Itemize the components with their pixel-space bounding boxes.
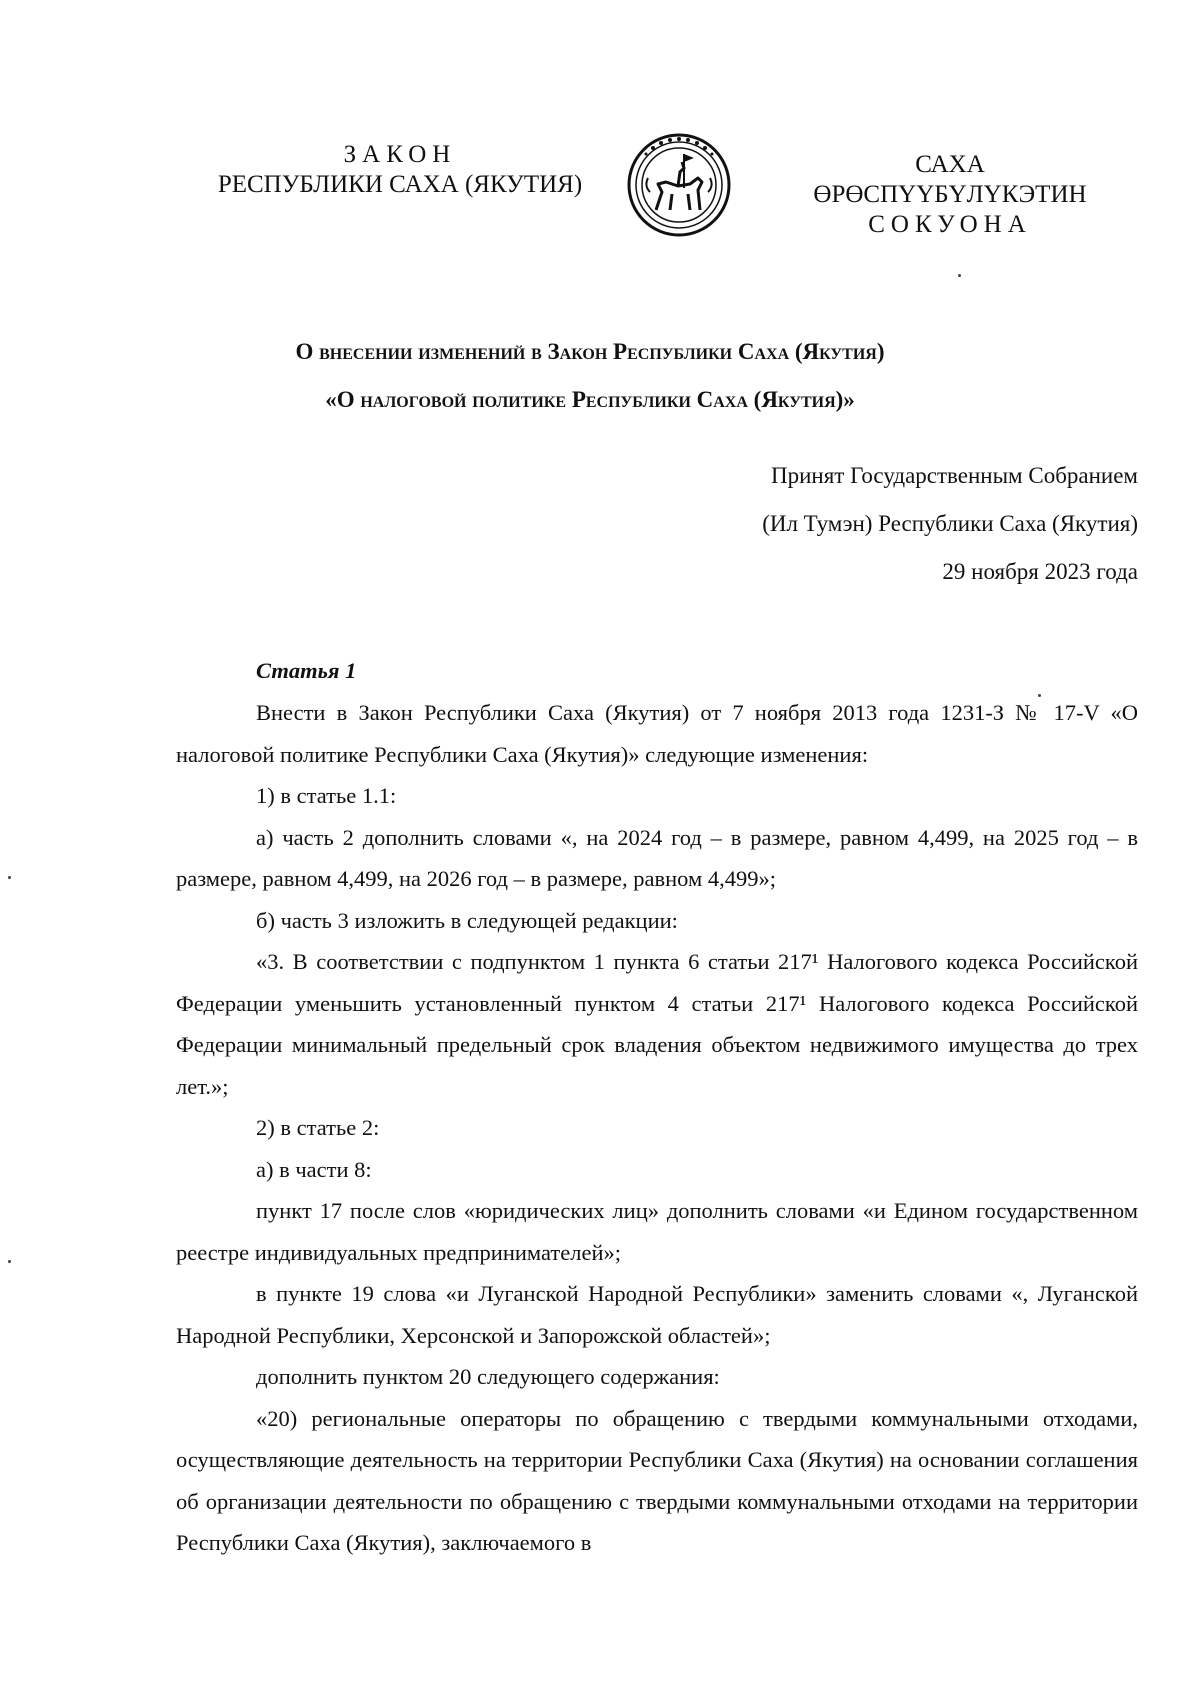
article-heading: Статья 1 [256, 658, 357, 683]
scan-speck [8, 876, 11, 879]
paragraph: «20) региональные операторы по обращению с твердыми коммунальными отходами, осуществляющие деятельность на территории Республики Саха (Якутия) на основании соглашения об организации деятельности по обращению с твердыми коммунальными отходами на территории Республики Саха (Якутия), заключаемого в [176, 1405, 1138, 1555]
adoption-date: 29 ноября 2023 года [942, 559, 1138, 584]
sakha-coat-of-arms-icon [626, 132, 732, 238]
paragraph: 2) в статье 2: [256, 1115, 380, 1140]
paragraph: «3. В соответствии с подпунктом 1 пункта 6 статьи 217¹ Налогового кодекса Российской Федерации уменьшить установленный пунктом 4 статьи 217¹ Налогового кодекса Российской Федерации минимальный предельный срок владения объектом недвижимого имущества до трех лет.»; [176, 949, 1138, 1099]
law-word: ЗАКОН [343, 141, 457, 168]
law-title [180, 328, 1000, 424]
scan-speck [8, 1260, 11, 1263]
header-left [200, 140, 600, 200]
paragraph: Внести в Закон Республики Саха (Якутия) от 7 ноября 2013 года 1231-З № 17-V «О налоговой политике Республики Саха (Якутия)» следующие изменения: [176, 700, 1138, 767]
paragraph: а) часть 2 дополнить словами «, на 2024 год – в размере, равном 4,499, на 2025 год – в размере, равном 4,499, на 2026 год – в размере, равном 4,499»; [176, 824, 1138, 891]
paragraph: пункт 17 после слов «юридических лиц» дополнить словами «и Едином государственном реестре индивидуальных предпринимателей»; [176, 1198, 1138, 1265]
scan-speck [1038, 694, 1041, 697]
adoption-line2: (Ил Тумэн) Республики Саха (Якутия) [762, 511, 1138, 536]
paragraph: дополнить пунктом 20 следующего содержания: [256, 1364, 720, 1389]
law-title-line1: О внесении изменений в Закон Республики Саха (Якутия) [295, 339, 885, 364]
paragraph: а) в части 8: [256, 1156, 372, 1182]
paragraph: б) часть 3 изложить в следующей редакции: [256, 907, 678, 933]
republic-name: РЕСПУБЛИКИ САХА (ЯКУТИЯ) [217, 171, 583, 198]
paragraph: в пункте 19 слова «и Луганской Народной Республики» заменить словами «, Луганской Народной Республики, Херсонской и Запорожской областей»; [176, 1281, 1138, 1348]
header-right [780, 150, 1120, 240]
article-body [176, 650, 1138, 1564]
paragraph: 1) в статье 1.1: [256, 783, 397, 808]
law-title-line2: «О налоговой политике Республики Саха (Якутия)» [325, 387, 855, 412]
law-word-sakha: СОКУОНА [868, 211, 1032, 238]
republic-name-sakha: САХА ӨРӨСПYYБYЛYКЭТИН [813, 151, 1087, 208]
scan-speck [958, 274, 961, 277]
adoption-block [618, 452, 1138, 596]
adoption-line1: Принят Государственным Собранием [770, 463, 1138, 488]
